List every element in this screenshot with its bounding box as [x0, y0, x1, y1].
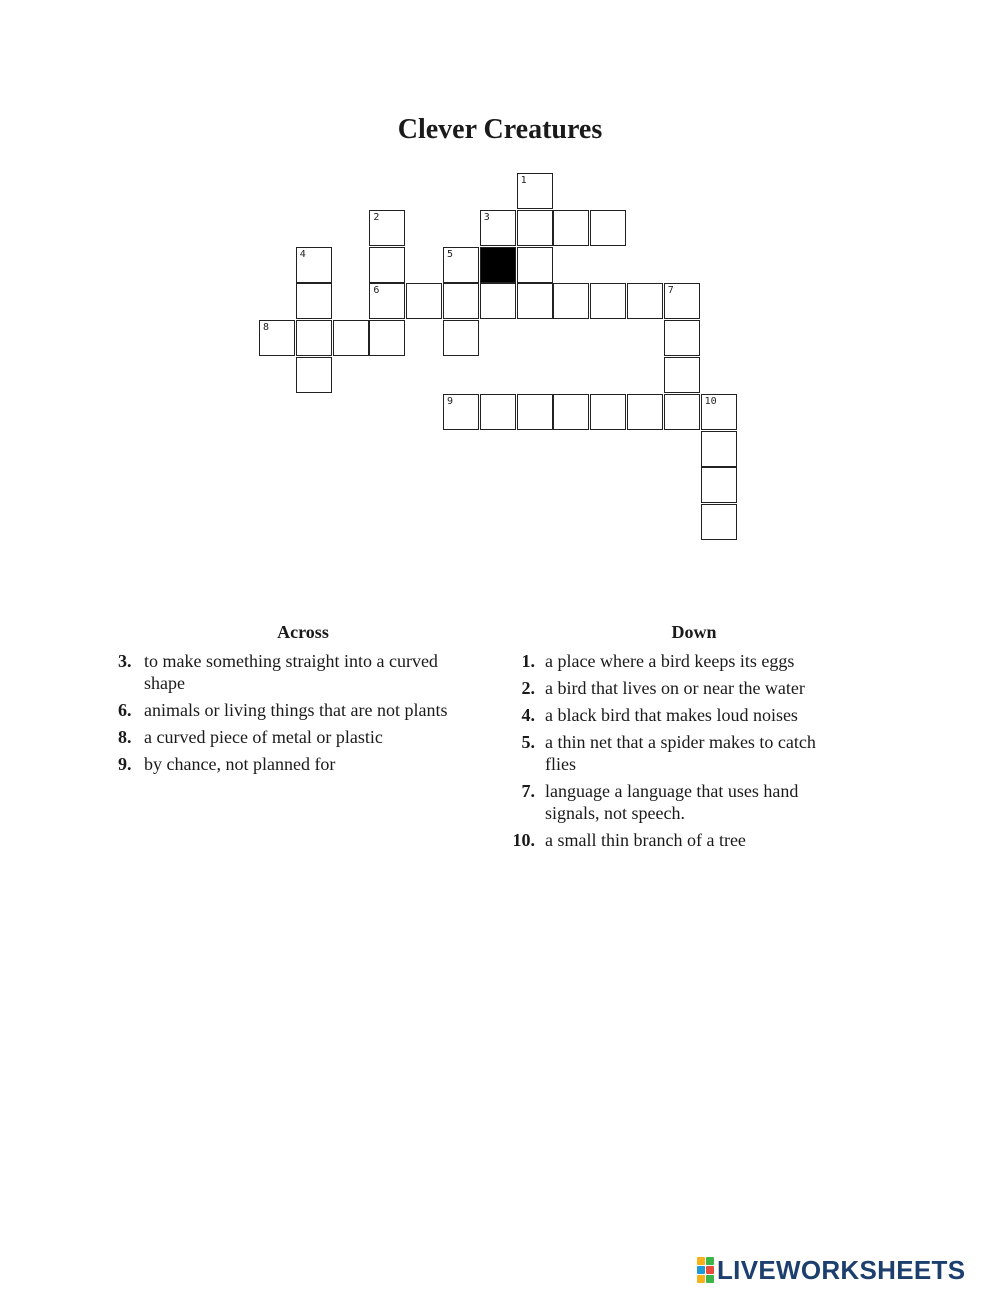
crossword-cell[interactable] — [627, 283, 663, 319]
clue-number: 4 — [299, 248, 306, 260]
clue-number: 1 — [520, 175, 527, 186]
down-clue-list — [512, 650, 845, 856]
logo-square — [697, 1266, 705, 1274]
across-clue — [118, 650, 478, 694]
crossword-cell[interactable] — [406, 283, 442, 319]
crossword-cell[interactable] — [369, 247, 405, 283]
clue-number: 10 — [704, 395, 717, 407]
clue-number: 6 — [373, 285, 380, 297]
crossword-cell[interactable] — [480, 394, 516, 430]
clue-text: a bird that lives on or near the water — [545, 678, 805, 698]
across-clue — [118, 699, 478, 721]
crossword-cell[interactable] — [259, 320, 295, 356]
crossword-cell[interactable] — [296, 357, 332, 393]
crossword-cell[interactable] — [369, 210, 405, 246]
clue-text: a place where a bird keeps its eggs — [545, 651, 795, 671]
clue-number: 1. — [521, 651, 535, 671]
clue-text: language a language that uses hand signals, not speech. — [545, 781, 799, 823]
crossword-cell[interactable] — [664, 357, 700, 393]
clue-number: 8. — [118, 727, 132, 747]
crossword-cell[interactable] — [480, 210, 516, 246]
crossword-cell[interactable] — [627, 394, 663, 430]
clue-number: 4. — [521, 705, 535, 725]
clue-number: 10. — [512, 830, 535, 850]
crossword-cell[interactable] — [701, 431, 737, 467]
crossword-cell[interactable] — [664, 394, 700, 430]
crossword-cell[interactable] — [296, 247, 332, 283]
down-heading: Down — [671, 622, 717, 642]
logo-square — [706, 1275, 714, 1283]
down-clue — [515, 704, 845, 726]
clue-number: 9 — [447, 395, 454, 407]
crossword-cell[interactable] — [701, 467, 737, 503]
clue-number: 9. — [118, 754, 132, 774]
across-clue — [118, 753, 478, 775]
across-clue-list — [118, 650, 478, 780]
clue-number: 8 — [263, 322, 270, 334]
crossword-cell[interactable] — [517, 247, 553, 283]
clue-text: a thin net that a spider makes to catch flies — [545, 732, 816, 774]
logo-square — [706, 1257, 714, 1265]
crossword-cell[interactable] — [517, 173, 553, 209]
crossword-cell[interactable] — [369, 320, 405, 356]
clue-text: animals or living things that are not plants — [144, 700, 448, 720]
crossword-cell[interactable] — [443, 283, 479, 319]
crossword-cell[interactable] — [517, 394, 553, 430]
crossword-cell[interactable] — [553, 210, 589, 246]
clue-number: 5 — [447, 248, 454, 260]
clue-number: 3 — [483, 211, 490, 223]
crossword-cell[interactable] — [443, 247, 479, 283]
down-clue — [512, 829, 845, 851]
down-clue — [515, 677, 845, 699]
crossword-cell[interactable] — [590, 283, 626, 319]
clue-number: 7. — [521, 781, 535, 801]
crossword-cell[interactable] — [664, 283, 700, 319]
clue-number: 5. — [521, 732, 535, 752]
clue-number: 3. — [118, 651, 132, 671]
crossword-cell[interactable] — [590, 394, 626, 430]
down-clue — [515, 780, 845, 824]
crossword-cell[interactable] — [553, 283, 589, 319]
liveworksheets-brand[interactable] — [697, 1256, 965, 1284]
clue-number: 2. — [521, 678, 535, 698]
crossword-cell[interactable] — [296, 283, 332, 319]
brand-wordmark: LIVEWORKSHEETS — [717, 1254, 966, 1285]
crossword-grid — [0, 0, 1000, 560]
logo-square — [697, 1257, 705, 1265]
crossword-cell[interactable] — [553, 394, 589, 430]
crossword-cell[interactable] — [443, 320, 479, 356]
crossword-cell[interactable] — [590, 210, 626, 246]
across-heading: Across — [277, 622, 329, 642]
crossword-cell[interactable] — [701, 504, 737, 540]
crossword-cell[interactable] — [480, 283, 516, 319]
clue-number: 7 — [667, 285, 674, 297]
logo-square — [706, 1266, 714, 1274]
clue-text: by chance, not planned for — [144, 754, 336, 774]
crossword-cell[interactable] — [517, 283, 553, 319]
logo-square — [697, 1275, 705, 1283]
crossword-black-cell — [480, 247, 516, 283]
across-clue — [118, 726, 478, 748]
crossword-cell[interactable] — [517, 210, 553, 246]
liveworksheets-logo-icon — [697, 1257, 714, 1283]
clue-number: 6. — [118, 700, 132, 720]
down-clue — [515, 731, 845, 775]
crossword-cell[interactable] — [701, 394, 737, 430]
crossword-cell[interactable] — [369, 283, 405, 319]
clue-text: a curved piece of metal or plastic — [144, 727, 383, 747]
crossword-cell[interactable] — [333, 320, 369, 356]
clue-text: a small thin branch of a tree — [545, 830, 746, 850]
clue-text: a black bird that makes loud noises — [545, 705, 798, 725]
down-clue — [515, 650, 845, 672]
crossword-cell[interactable] — [664, 320, 700, 356]
clue-number: 2 — [373, 211, 380, 223]
worksheet-title: Clever Creatures — [397, 114, 603, 145]
crossword-cell[interactable] — [296, 320, 332, 356]
clue-text: to make something straight into a curved shape — [144, 651, 438, 693]
crossword-cell[interactable] — [443, 394, 479, 430]
